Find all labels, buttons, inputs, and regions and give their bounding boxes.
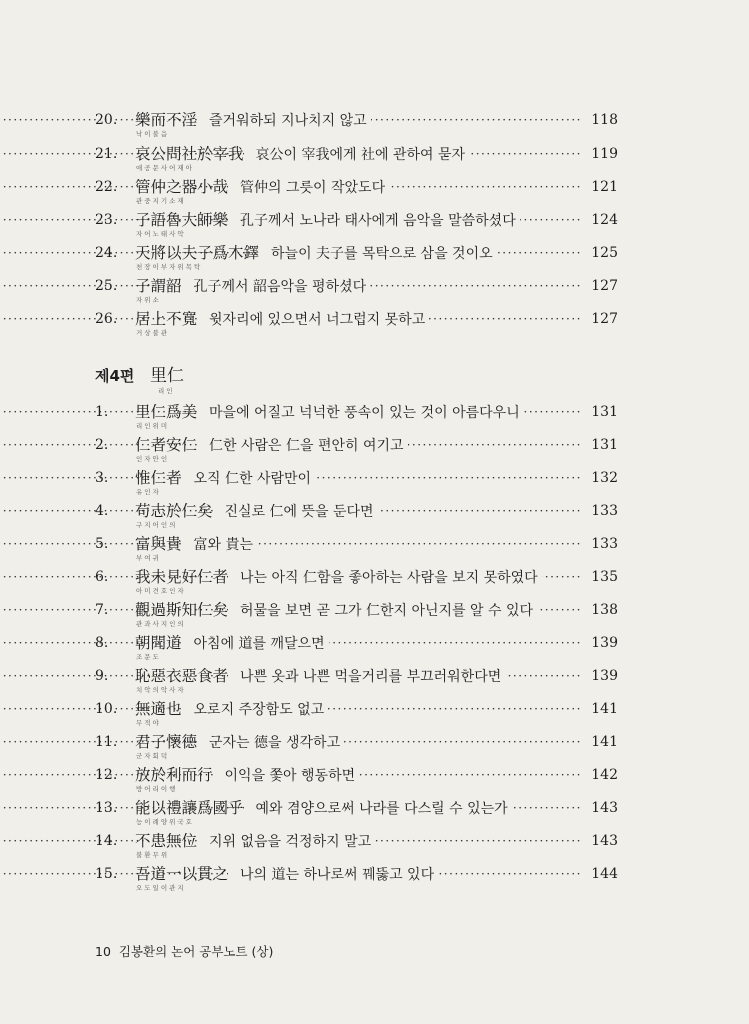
entry-number: 9. (95, 668, 109, 684)
entry-description: 哀公이 宰我에게 社에 관하여 묻자 (244, 147, 470, 163)
hanja-reading: 조문도 (136, 653, 161, 661)
entry-description: 오직 仁한 사람만이 (182, 471, 316, 487)
toc-entry-4-4 (95, 501, 618, 535)
toc-entry-1-21 (95, 144, 618, 178)
toc-entry-1-25 (95, 276, 618, 310)
hanja-text: 仁者安仁 (135, 436, 198, 454)
hanja-reading: 치악의악사자 (136, 686, 186, 694)
entry-description: 富와 貴는 (182, 537, 258, 553)
hanja-text: 天將以夫子爲木鐸 (135, 244, 260, 262)
entry-description: 이익을 쫓아 행동하면 (213, 768, 360, 784)
entry-number: 5. (95, 536, 109, 552)
entry-number: 23. (95, 212, 118, 228)
entry-description: 지위 없음을 걱정하지 말고 (197, 834, 375, 850)
entry-description: 진실로 仁에 뜻을 둔다면 (213, 504, 378, 520)
entry-description: 아침에 道를 깨달으면 (182, 636, 329, 652)
hanja-text: 居上不寬 (135, 310, 198, 328)
entry-number: 14. (95, 833, 118, 849)
entry-number: 13. (95, 800, 118, 816)
hanja-text: 子語魯大師樂 (135, 211, 229, 229)
toc-entry-4-6 (95, 567, 618, 601)
entry-number: 6. (95, 569, 109, 585)
section-label: 제4편 (95, 367, 135, 385)
hanja-reading: 관과사지인의 (136, 620, 186, 628)
entry-number: 7. (95, 602, 109, 618)
hanja-reading: 낙이불음 (136, 130, 170, 138)
entry-description: 仁한 사람은 仁을 편안히 여기고 (197, 438, 408, 454)
hanja-reading: 무적야 (136, 719, 161, 727)
hanja-reading: 자어노태사악 (136, 230, 186, 238)
hanja-text: 我未見好仁者 (135, 568, 229, 586)
hanja-reading: 천장이부자위목탁 (136, 263, 203, 271)
hanja-reading: 관중지기소재 (136, 197, 186, 205)
entry-number: 15. (95, 866, 118, 882)
entry-description: 하늘이 夫子를 목탁으로 삼을 것이오 (259, 246, 497, 262)
toc-entry-4-9 (95, 666, 618, 700)
entry-number: 3. (95, 470, 109, 486)
hanja-text: 能以禮讓爲國乎 (135, 799, 244, 817)
hanja-text: 里仁爲美 (135, 403, 198, 421)
entry-number: 22. (95, 179, 118, 195)
entry-number: 20. (95, 112, 118, 128)
hanja-text: 苟志於仁矣 (135, 502, 213, 520)
entry-description: 나쁜 옷과 나쁜 먹을거리를 부끄러워한다면 (228, 669, 505, 685)
hanja-text: 吾道一以貫之 (135, 865, 229, 883)
entry-description: 孔子께서 韶음악을 평하셨다 (182, 279, 371, 295)
entry-page-number: 143 (587, 798, 618, 818)
entry-description: 孔子께서 노나라 태사에게 음악을 말씀하셨다 (228, 213, 520, 229)
hanja-reading: 애공문사어재아 (136, 164, 194, 172)
entry-page-number: 139 (587, 666, 618, 686)
toc-entry-4-3 (95, 468, 618, 502)
hanja-text: 子謂韶 (135, 277, 182, 295)
entry-description: 예와 겸양으로써 나라를 다스릴 수 있는가 (244, 801, 512, 817)
entry-description: 오로지 주장함도 없고 (182, 702, 329, 718)
entry-page-number: 132 (587, 468, 618, 488)
entry-page-number: 141 (587, 732, 618, 752)
entry-page-number: 144 (587, 864, 618, 884)
entry-description: 허물을 보면 곧 그가 仁한지 아닌지를 알 수 있다 (228, 603, 537, 619)
entry-number: 24. (95, 245, 118, 261)
entry-page-number: 143 (587, 831, 618, 851)
hanja-text: 無適也 (135, 700, 182, 718)
entry-page-number: 119 (587, 144, 618, 164)
toc-entry-1-22 (95, 177, 618, 211)
hanja-reading: 구지어인의 (136, 521, 178, 529)
entry-page-number: 133 (587, 534, 618, 554)
entry-page-number: 118 (587, 110, 618, 130)
toc-entry-1-20 (95, 110, 618, 144)
entry-page-number: 135 (587, 567, 618, 587)
hanja-reading: 아미견호인자 (136, 587, 186, 595)
section-hanja: 里仁 (150, 366, 184, 386)
toc-entry-4-11 (95, 732, 618, 766)
entry-number: 2. (95, 437, 109, 453)
entry-description: 마을에 어질고 넉넉한 풍속이 있는 것이 아름다우니 (197, 405, 524, 421)
hanja-text: 樂而不淫 (135, 111, 198, 129)
toc-entry-1-23 (95, 210, 618, 244)
entry-description: 윗자리에 있으면서 너그럽지 못하고 (197, 312, 429, 328)
entry-number: 4. (95, 503, 109, 519)
toc-entry-4-1 (95, 402, 618, 436)
footer-page-number: 10 (95, 944, 111, 959)
footer-book-title: 김봉환의 논어 공부노트 (상) (118, 944, 274, 959)
entry-description: 나의 道는 하나로써 꿰뚫고 있다 (228, 867, 438, 883)
toc-entry-1-24 (95, 243, 618, 277)
toc-entry-4-5 (95, 534, 618, 568)
entry-page-number: 121 (587, 177, 618, 197)
hanja-reading: 거상불관 (136, 329, 170, 337)
entry-number: 25. (95, 278, 118, 294)
hanja-text: 惟仁者 (135, 469, 182, 487)
hanja-text: 富與貴 (135, 535, 182, 553)
hanja-reading: 리인위미 (136, 422, 170, 430)
toc-entry-4-15 (95, 864, 618, 898)
entry-number: 11. (95, 734, 118, 750)
toc-entry-4-10 (95, 699, 618, 733)
entry-page-number: 127 (587, 309, 618, 329)
entry-page-number: 142 (587, 765, 618, 785)
hanja-reading: 불환무위 (136, 851, 170, 859)
toc-entry-4-14 (95, 831, 618, 865)
entry-description: 나는 아직 仁함을 좋아하는 사람을 보지 못하였다 (228, 570, 542, 586)
entry-page-number: 138 (587, 600, 618, 620)
entry-page-number: 131 (587, 435, 618, 455)
hanja-text: 放於利而行 (135, 766, 213, 784)
entry-number: 21. (95, 146, 118, 162)
hanja-text: 哀公問社於宰我 (135, 145, 244, 163)
hanja-text: 君子懷德 (135, 733, 198, 751)
hanja-text: 觀過斯知仁矣 (135, 601, 229, 619)
entry-number: 1. (95, 404, 109, 420)
hanja-reading: 부여귀 (136, 554, 161, 562)
hanja-reading: 군자회덕 (136, 752, 170, 760)
hanja-reading: 오도일이관지 (136, 884, 186, 892)
toc-entry-1-26 (95, 309, 618, 343)
hanja-reading: 자위소 (136, 296, 161, 304)
toc-entry-4-2 (95, 435, 618, 469)
hanja-text: 不患無位 (135, 832, 198, 850)
hanja-reading: 인자안인 (136, 455, 170, 463)
entry-page-number: 124 (587, 210, 618, 230)
page-footer (95, 942, 273, 960)
entry-page-number: 141 (587, 699, 618, 719)
toc-entry-4-12 (95, 765, 618, 799)
hanja-text: 恥惡衣惡食者 (135, 667, 229, 685)
entry-page-number: 127 (587, 276, 618, 296)
section-reading: 리인 (158, 387, 175, 395)
entry-description: 군자는 德을 생각하고 (197, 735, 344, 751)
entry-number: 10. (95, 701, 118, 717)
section-heading (95, 365, 295, 401)
entry-number: 8. (95, 635, 109, 651)
entry-description: 즐거워하되 지나치지 않고 (197, 113, 371, 129)
entry-page-number: 139 (587, 633, 618, 653)
toc-entry-4-7 (95, 600, 618, 634)
entry-page-number: 125 (587, 243, 618, 263)
entry-description: 管仲의 그릇이 작았도다 (228, 180, 389, 196)
entry-number: 26. (95, 311, 118, 327)
leader-dots (0, 534, 582, 554)
hanja-reading: 능이례양위국호 (136, 818, 194, 826)
entry-number: 12. (95, 767, 118, 783)
toc-entry-4-8 (95, 633, 618, 667)
hanja-reading: 유인자 (136, 488, 161, 496)
toc-entry-4-13 (95, 798, 618, 832)
hanja-reading: 방어리이행 (136, 785, 178, 793)
hanja-text: 管仲之器小哉 (135, 178, 229, 196)
hanja-text: 朝聞道 (135, 634, 182, 652)
entry-page-number: 133 (587, 501, 618, 521)
entry-page-number: 131 (587, 402, 618, 422)
